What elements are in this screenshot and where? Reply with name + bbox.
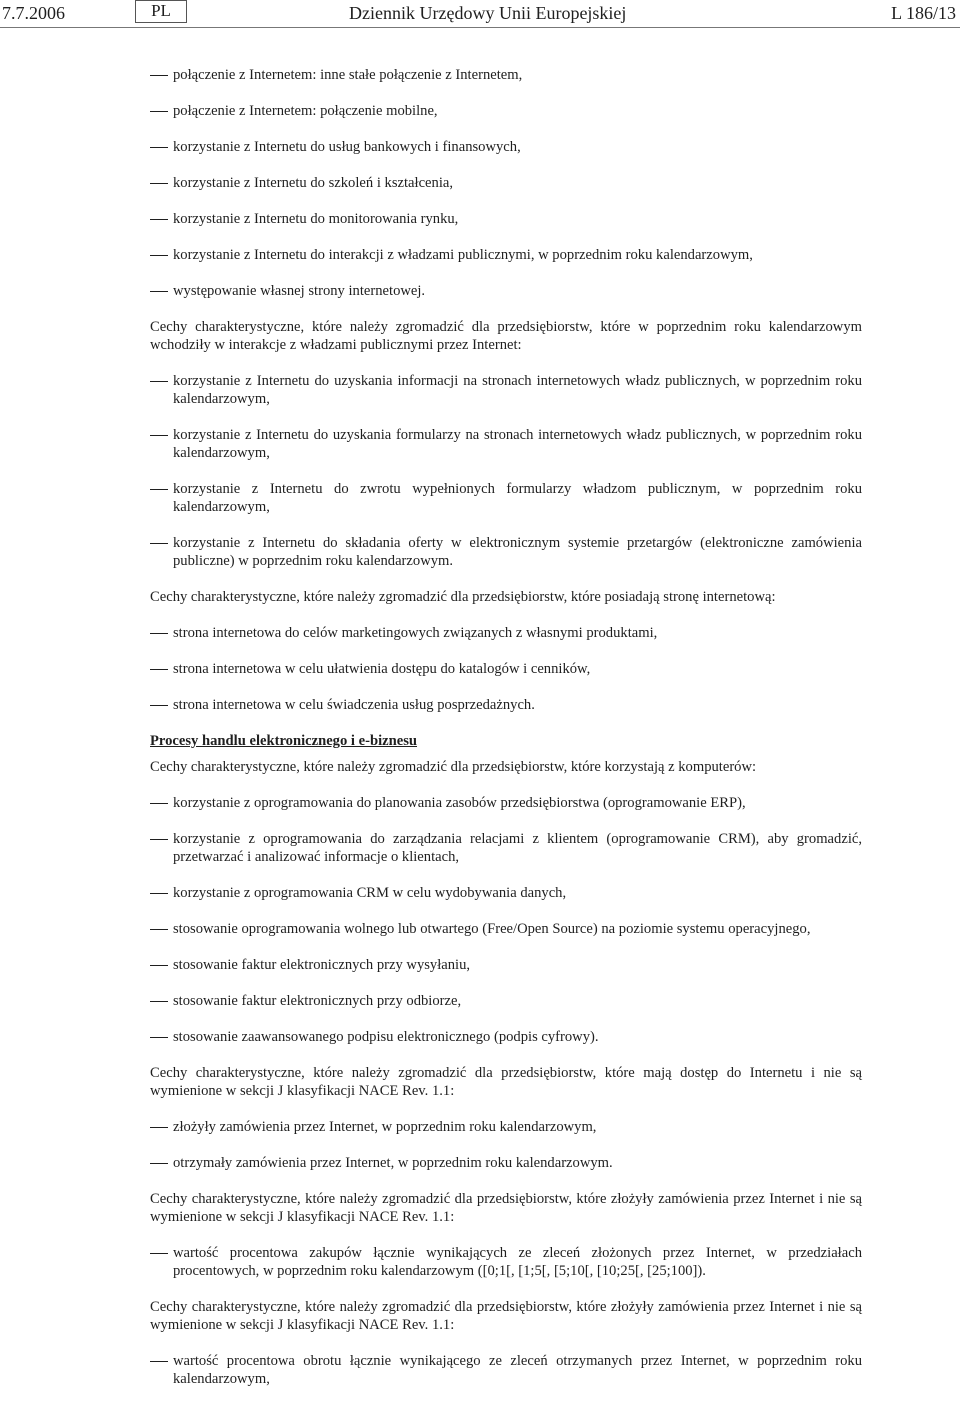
list-item: korzystanie z Internetu do składania oferty w elektronicznym systemie przetargów (elektroniczne zamówienia publiczne) w poprzednim roku kalendarzowym. (150, 534, 862, 570)
list-item: korzystanie z Internetu do usług bankowych i finansowych, (150, 138, 862, 156)
list-item: korzystanie z Internetu do interakcji z władzami publicznymi, w poprzednim roku kalendarzowym, (150, 246, 862, 264)
list-item: stosowanie oprogramowania wolnego lub otwartego (Free/Open Source) na poziomie systemu operacyjnego, (150, 920, 862, 938)
list-item: strona internetowa w celu ułatwienia dostępu do katalogów i cenników, (150, 660, 862, 678)
list-item: stosowanie faktur elektronicznych przy wysyłaniu, (150, 956, 862, 974)
paragraph: Cechy charakterystyczne, które należy zgromadzić dla przedsiębiorstw, które posiadają stronę internetową: (150, 589, 776, 605)
publication-date: 7.7.2006 (2, 3, 65, 23)
list-item: strona internetowa w celu świadczenia usług posprzedażnych. (150, 696, 862, 714)
list-item: wartość procentowa zakupów łącznie wynikających ze zleceń złożonych przez Internet, w przedziałach procentowych, w poprzednim roku kalendarzowym ([0;1[, [1;5[, [5;10[, [10;25[, [25;100]). (150, 1244, 862, 1280)
paragraph: Cechy charakterystyczne, które należy zgromadzić dla przedsiębiorstw, które złożyły zamówienia przez Internet i nie są wymienione w sekcji J klasyfikacji NACE Rev. 1.1: (150, 1299, 862, 1333)
list-item: korzystanie z Internetu do monitorowania rynku, (150, 210, 862, 228)
list-item: korzystanie z Internetu do szkoleń i kształcenia, (150, 174, 862, 192)
document-body (150, 66, 862, 1406)
list-item: korzystanie z oprogramowania do zarządzania relacjami z klientem (oprogramowanie CRM), aby gromadzić, przetwarzać i analizować informacje o klientach, (150, 830, 862, 866)
list-item: korzystanie z Internetu do uzyskania formularzy na stronach internetowych władz publicznych, w poprzednim roku kalendarzowym, (150, 426, 862, 462)
list-item: stosowanie faktur elektronicznych przy odbiorze, (150, 992, 862, 1010)
paragraph: Cechy charakterystyczne, które należy zgromadzić dla przedsiębiorstw, które korzystają z komputerów: (150, 759, 757, 775)
list-item: strona internetowa do celów marketingowych związanych z własnymi produktami, (150, 624, 862, 642)
list-item: połączenie z Internetem: połączenie mobilne, (150, 102, 862, 120)
list-item: złożyły zamówienia przez Internet, w poprzednim roku kalendarzowym, (150, 1118, 862, 1136)
header-rule (0, 27, 960, 28)
list-item: korzystanie z oprogramowania do planowania zasobów przedsiębiorstwa (oprogramowanie ERP), (150, 794, 862, 812)
section-heading: Procesy handlu elektronicznego i e-biznesu (150, 733, 418, 749)
list-item: wartość procentowa obrotu łącznie wynikającego ze zleceń otrzymanych przez Internet, w poprzednim roku kalendarzowym, (150, 1352, 862, 1388)
journal-title: Dziennik Urzędowy Unii Europejskiej (349, 3, 627, 23)
list-item: korzystanie z oprogramowania CRM w celu wydobywania danych, (150, 884, 862, 902)
list-item: występowanie własnej strony internetowej. (150, 282, 862, 300)
paragraph: Cechy charakterystyczne, które należy zgromadzić dla przedsiębiorstw, które złożyły zamówienia przez Internet i nie są wymienione w sekcji J klasyfikacji NACE Rev. 1.1: (150, 1191, 862, 1225)
list-item: otrzymały zamówienia przez Internet, w poprzednim roku kalendarzowym. (150, 1154, 862, 1172)
paragraph: Cechy charakterystyczne, które należy zgromadzić dla przedsiębiorstw, które mają dostęp do Internetu i nie są wymienione w sekcji J klasyfikacji NACE Rev. 1.1: (150, 1065, 862, 1099)
list-item: korzystanie z Internetu do uzyskania informacji na stronach internetowych władz publicznych, w poprzednim roku kalendarzowym, (150, 372, 862, 408)
page-reference: L 186/13 (891, 3, 956, 23)
language-badge: PL (135, 0, 187, 23)
page-header (0, 0, 960, 30)
list-item: połączenie z Internetem: inne stałe połączenie z Internetem, (150, 66, 862, 84)
list-item: stosowanie zaawansowanego podpisu elektronicznego (podpis cyfrowy). (150, 1028, 862, 1046)
list-item: korzystanie z Internetu do zwrotu wypełnionych formularzy władzom publicznym, w poprzednim roku kalendarzowym, (150, 480, 862, 516)
paragraph: Cechy charakterystyczne, które należy zgromadzić dla przedsiębiorstw, które w poprzednim roku kalendarzowym wchodziły w interakcje z władzami publicznymi przez Internet: (150, 319, 862, 353)
